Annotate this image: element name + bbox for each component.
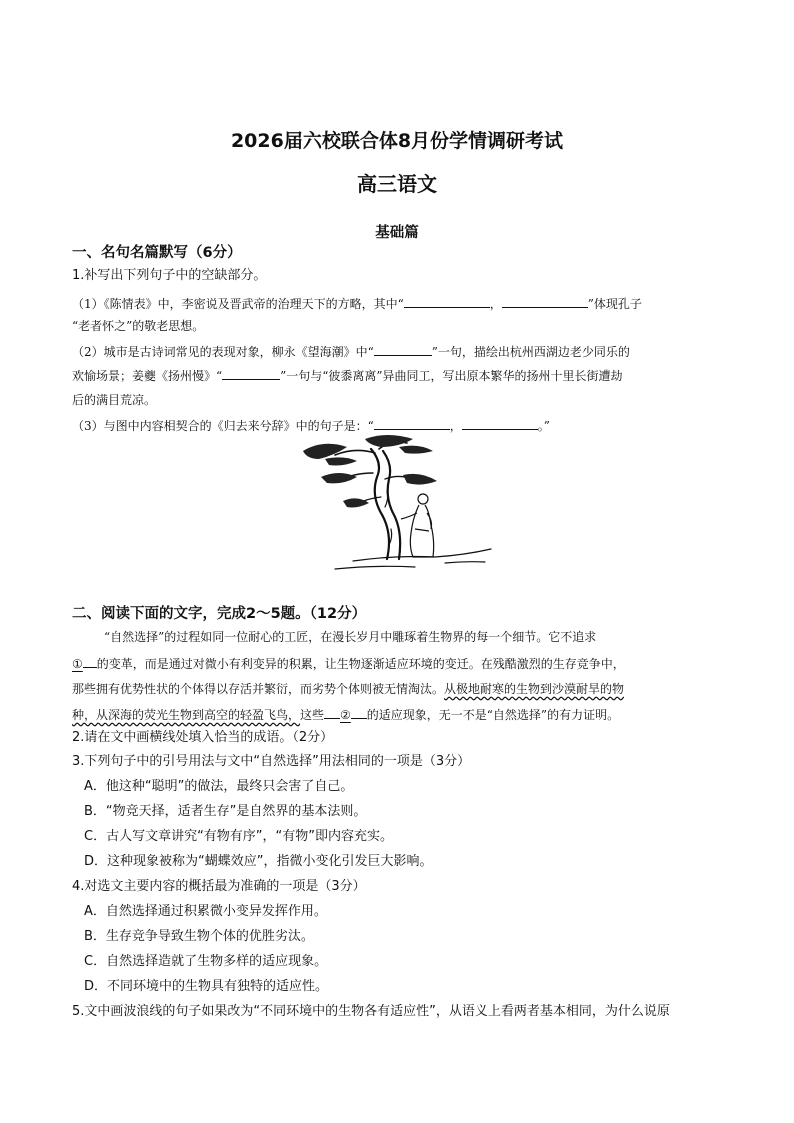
passage-line-2: ① 的变革，而是通过对微小有利变异的积累，让生物逐渐适应环境的变迁。在残酷激烈的生存竞争中， <box>72 653 722 674</box>
question-4: 4.对选文主要内容的概括最为准确的一项是（3分） <box>72 879 366 894</box>
q3-option-a[interactable]: A．他这种“聪明”的做法，最终只会害了自己。 <box>84 779 354 794</box>
part1-heading: 一、名句名篇默写（6分） <box>72 245 242 261</box>
answer-blank[interactable] <box>222 365 280 380</box>
q3-option-b[interactable]: B．“物竞天择，适者生存”是自然界的基本法则。 <box>84 804 367 819</box>
answer-blank[interactable] <box>374 341 432 356</box>
question-5: 5.文中画波浪线的句子如果改为“不同环境中的生物各有适应性”，从语义上看两者基本相同，为什么说原 <box>72 1004 670 1019</box>
answer-blank[interactable] <box>374 415 450 430</box>
q1-sub3-line: （3）与图中内容相契合的《归去来兮辞》中的句子是：“ ， 。” <box>72 415 722 436</box>
answer-blank[interactable] <box>351 704 367 719</box>
q4-option-c[interactable]: C．自然选择造就了生物多样的适应现象。 <box>84 954 328 969</box>
passage-line-4: 种，从深海的荧光生物到高空的轻盈飞鸟，这些 ② 的适应现象，无一不是“自然选择”的有力证明。 <box>72 704 722 725</box>
answer-blank[interactable] <box>404 293 490 308</box>
answer-blank[interactable] <box>83 653 97 668</box>
answer-blank[interactable] <box>502 293 588 308</box>
question-1: 1.补写出下列句子中的空缺部分。 <box>72 268 267 283</box>
q4-option-d[interactable]: D．不同环境中的生物具有独特的适应性。 <box>84 979 329 994</box>
exam-title: 2026届六校联合体8月份学情调研考试 <box>230 130 564 152</box>
answer-blank[interactable] <box>324 704 340 719</box>
blank-1-marker[interactable]: ① <box>72 657 83 671</box>
part2-heading: 二、阅读下面的文字，完成2～5题。（12分） <box>72 606 367 622</box>
question-3: 3.下列句子中的引号用法与文中“自然选择”用法相同的一项是（3分） <box>72 754 471 769</box>
section-label: 基础篇 <box>375 225 419 241</box>
exam-subject: 高三语文 <box>357 172 437 196</box>
wavy-underlined-sentence: 从极地耐寒的生物到沙漠耐旱的物 <box>444 682 625 696</box>
q1-sub1-line2: “老者怀之”的敬老思想。 <box>72 319 205 333</box>
q1-sub2-line1: （2）城市是古诗词常见的表现对象，柳永《望海潮》中“ ”一句，描绘出杭州西湖边老少同乐的 <box>72 341 722 362</box>
pine-tree-scholar-illustration <box>295 433 495 581</box>
q1-sub2-line3: 后的满目荒凉。 <box>72 393 157 407</box>
q3-option-d[interactable]: D．这种现象被称为“蝴蝶效应”，指微小变化引发巨大影响。 <box>84 854 433 869</box>
blank-2-marker[interactable]: ② <box>340 708 351 722</box>
q1-sub1-line1: （1）《陈情表》中，李密说及晋武帝的治理天下的方略，其中“ ， ”体现孔子 <box>72 293 722 314</box>
wavy-underlined-sentence: 种，从深海的荧光生物到高空的轻盈飞鸟， <box>72 708 301 722</box>
passage-line-1: “自然选择”的过程如同一位耐心的工匠，在漫长岁月中雕琢着生物界的每一个细节。它不追求 <box>104 630 597 644</box>
q3-option-c[interactable]: C．古人写文章讲究“有物有序”，“有物”即内容充实。 <box>84 829 394 844</box>
q1-sub2-line2: 欢愉场景；姜夔《扬州慢》“ ”一句与“彼黍离离”异曲同工，写出原本繁华的扬州十里长街遭劫 <box>72 365 722 386</box>
passage-line-3: 那些拥有优势性状的个体得以存活并繁衍，而劣势个体则被无情淘汰。从极地耐寒的生物到沙漠耐旱的物 <box>72 682 625 696</box>
answer-blank[interactable] <box>462 415 538 430</box>
question-2: 2.请在文中画横线处填入恰当的成语。（2分） <box>72 730 334 745</box>
q4-option-b[interactable]: B．生存竞争导致生物个体的优胜劣汰。 <box>84 929 314 944</box>
q4-option-a[interactable]: A．自然选择通过积累微小变异发挥作用。 <box>84 904 327 919</box>
